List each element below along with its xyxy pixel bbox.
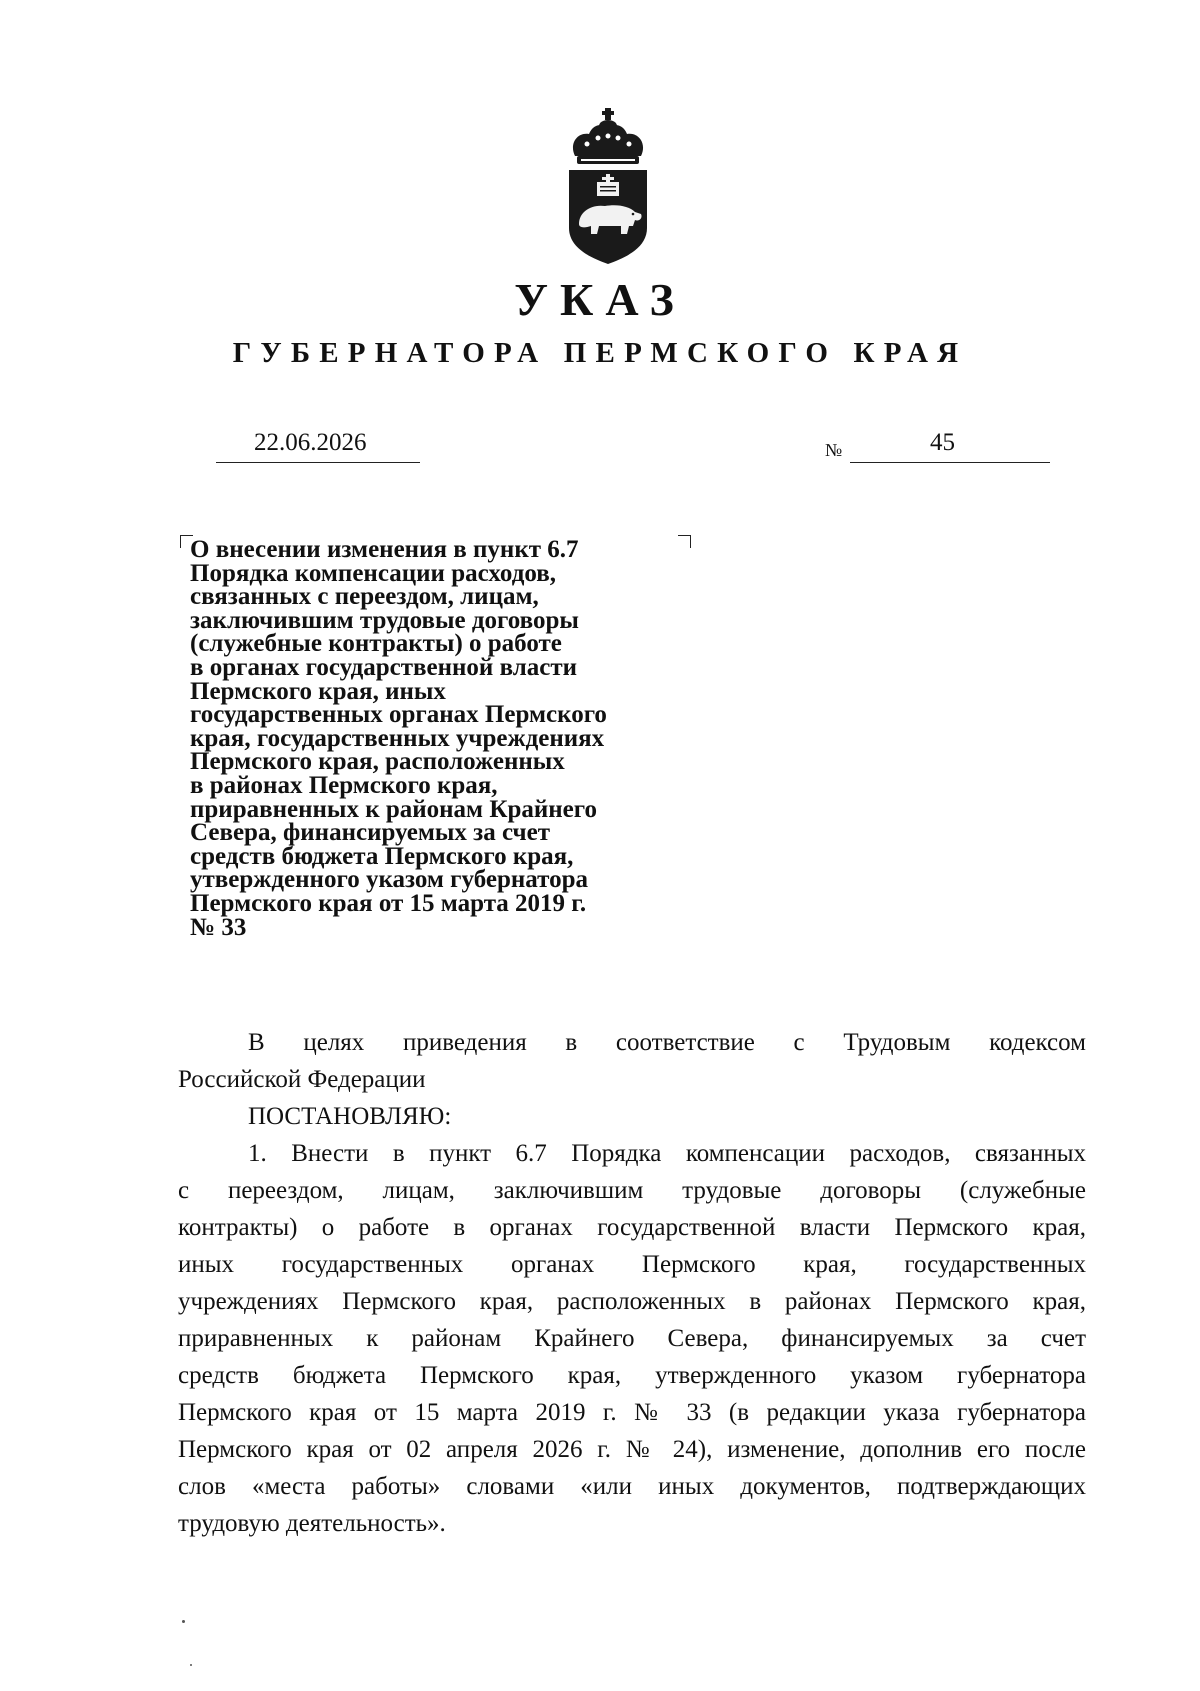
heading-line: в районах Пермского края, [190,771,498,799]
heading-line: края, государственных учреждениях [190,724,605,752]
heading-line: Пермского края, иных [190,677,446,705]
heading-line: средств бюджета Пермского края, [190,842,574,870]
heading-line: заключившим трудовые договоры [190,606,579,634]
decree-body [178,1024,1086,1542]
resolution-word: ПОСТАНОВЛЯЮ: [248,1103,452,1130]
body-line: трудовую деятельность». [178,1510,446,1537]
body-line: иных государственных органах Пермского края, государственных [178,1251,1086,1278]
number-field [850,426,1050,463]
body-line: Российской Федерации [178,1066,426,1093]
heading-line: в органах государственной власти [190,653,578,681]
body-line: Пермского края от 15 марта 2019 г. № 33 (в редакции указа губернатора [178,1399,1086,1426]
number-label: № [825,440,843,460]
heading-line: О внесении изменения в пункт 6.7 [190,536,579,563]
body-line: контракты) о работе в органах государственной власти Пермского края, [178,1214,1086,1241]
date-value: 22.06.2026 [254,429,367,456]
scan-speck [190,1664,192,1666]
heading-line: № 33 [190,913,247,941]
body-line: слов «места работы» словами «или иных документов, подтверждающих [178,1473,1086,1500]
heading-line: связанных с переездом, лицам, [190,583,539,611]
heading-line: приравненных к районам Крайнего [190,795,598,823]
date-field [216,426,420,463]
heading-line: государственных органах Пермского [190,701,607,729]
body-line: учреждениях Пермского края, расположенных в районах Пермского края, [178,1288,1086,1315]
body-line: В целях приведения в соответствие с Трудовым кодексом [248,1029,1086,1056]
heading-line: (служебные контракты) о работе [190,630,562,658]
body-line: средств бюджета Пермского края, утвержденного указом губернатора [178,1362,1086,1389]
document-subtitle: ГУБЕРНАТОРА ПЕРМСКОГО КРАЯ [232,337,968,369]
heading-line: Севера, финансируемых за счет [190,819,551,847]
coat-of-arms-icon [565,108,651,264]
body-line: приравненных к районам Крайнего Севера, финансируемых за счет [178,1325,1086,1352]
heading-line: утвержденного указом губернатора [190,866,588,894]
document-title: УКАЗ [514,274,686,325]
body-line: Пермского края от 02 апреля 2026 г. № 24), изменение, дополнив его после [178,1436,1086,1463]
body-line: с переездом, лицам, заключившим трудовые договоры (служебные [178,1177,1086,1204]
scan-speck [182,1620,185,1623]
decree-heading [190,538,680,939]
body-line: 1. Внести в пункт 6.7 Порядка компенсации расходов, связанных [248,1140,1086,1167]
heading-line: Пермского края, расположенных [190,748,565,776]
heading-line: Пермского края от 15 марта 2019 г. [190,889,587,917]
number-value: 45 [930,429,955,456]
heading-line: Порядка компенсации расходов, [190,559,556,587]
